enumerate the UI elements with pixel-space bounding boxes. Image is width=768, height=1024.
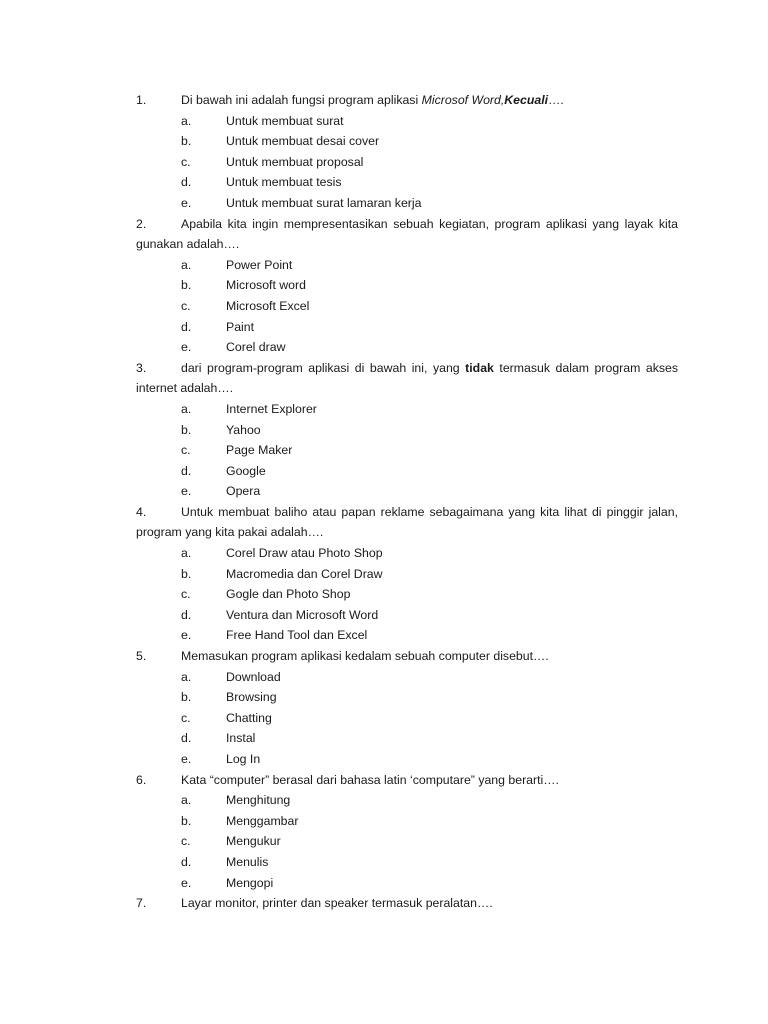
question-text-part: Untuk membuat baliho atau papan reklame sebagaimana yang kita lihat di pinggir jalan, program yang kita pakai adalah…. — [136, 504, 678, 540]
question-7 — [136, 893, 678, 914]
question-text — [181, 773, 559, 787]
option-letter: b. — [181, 278, 192, 293]
option-letter: d. — [181, 175, 192, 190]
quiz-document — [136, 90, 678, 914]
question-text-part: Layar monitor, printer dan speaker termasuk peralatan…. — [181, 896, 493, 911]
option-letter: b. — [181, 134, 192, 149]
option-text: Power Point — [226, 257, 293, 272]
answer-options — [136, 111, 678, 214]
answer-options — [136, 667, 678, 770]
question-2 — [136, 214, 678, 358]
question-text — [136, 217, 678, 252]
answer-option — [136, 193, 678, 214]
option-text: Corel draw — [226, 340, 286, 355]
option-text: Paint — [226, 319, 255, 334]
question-text-line — [136, 90, 678, 111]
option-text: Free Hand Tool dan Excel — [226, 628, 368, 643]
option-text: Menulis — [226, 854, 269, 869]
answer-option — [136, 605, 678, 626]
option-text: Mengukur — [226, 834, 281, 849]
answer-options — [136, 790, 678, 893]
option-text: Chatting — [226, 710, 272, 725]
option-text: Log In — [226, 752, 261, 766]
question-text — [136, 361, 678, 396]
option-letter: c. — [181, 298, 191, 313]
option-letter: c. — [181, 587, 191, 602]
option-text: Microsoft word — [226, 278, 306, 293]
option-letter: e. — [181, 628, 192, 643]
option-letter: b. — [181, 422, 192, 437]
question-number: 3. — [136, 360, 147, 375]
option-letter: a. — [181, 401, 192, 416]
question-number: 5. — [136, 649, 147, 664]
option-letter: e. — [181, 340, 192, 355]
question-number: 2. — [136, 216, 147, 231]
option-letter: e. — [181, 484, 192, 499]
option-letter: c. — [181, 154, 191, 169]
answer-option — [136, 749, 678, 770]
question-text-line — [136, 358, 678, 399]
option-text: Untuk membuat surat lamaran kerja — [226, 195, 422, 210]
question-text-line — [136, 893, 678, 914]
option-letter: d. — [181, 854, 192, 869]
option-text: Untuk membuat surat — [226, 113, 344, 128]
question-text-part: Kata “computer” berasal dari bahasa latin ‘computare” yang berarti…. — [181, 772, 559, 787]
option-text: Opera — [226, 484, 261, 499]
option-text: Menghitung — [226, 793, 291, 808]
answer-options — [136, 255, 678, 358]
answer-option — [136, 399, 678, 420]
answer-option — [136, 852, 678, 873]
question-text — [136, 505, 678, 540]
answer-option — [136, 440, 678, 461]
option-letter: e. — [181, 195, 192, 210]
question-text — [181, 93, 564, 107]
option-text: Macromedia dan Corel Draw — [226, 566, 383, 581]
answer-option — [136, 317, 678, 338]
option-text: Ventura dan Microsoft Word — [226, 607, 379, 622]
option-letter: d. — [181, 463, 192, 478]
option-text: Yahoo — [226, 422, 261, 437]
question-text-line — [136, 770, 678, 791]
answer-option — [136, 831, 678, 852]
answer-option — [136, 564, 678, 585]
option-letter: b. — [181, 690, 192, 705]
option-text: Download — [226, 669, 281, 684]
question-text-part: dari program-program aplikasi di bawah ini, yang — [181, 360, 466, 375]
question-text-part: Apabila kita ingin mempresentasikan sebuah kegiatan, program aplikasi yang layak kita gunakan adalah…. — [136, 216, 678, 252]
option-text: Corel Draw atau Photo Shop — [226, 546, 383, 561]
question-text-part: Kecuali — [504, 93, 549, 107]
option-text: Browsing — [226, 690, 277, 705]
question-number: 6. — [136, 772, 147, 787]
answer-option — [136, 687, 678, 708]
question-text-part: Microsof Word, — [421, 93, 505, 107]
option-letter: d. — [181, 319, 192, 334]
option-letter: c. — [181, 834, 191, 849]
option-letter: e. — [181, 752, 192, 766]
question-text-part: tidak — [465, 360, 494, 375]
answer-option — [136, 131, 678, 152]
option-letter: e. — [181, 875, 192, 890]
option-letter: a. — [181, 546, 192, 561]
option-text: Internet Explorer — [226, 401, 317, 416]
answer-options — [136, 399, 678, 502]
answer-option — [136, 584, 678, 605]
answer-option — [136, 337, 678, 358]
question-text-part: Di bawah ini adalah fungsi program aplikasi — [181, 93, 422, 107]
answer-option — [136, 667, 678, 688]
answer-option — [136, 481, 678, 502]
option-text: Untuk membuat proposal — [226, 154, 364, 169]
answer-option — [136, 420, 678, 441]
question-text-line — [136, 646, 678, 667]
option-text: Menggambar — [226, 813, 299, 828]
answer-option — [136, 708, 678, 729]
answer-option — [136, 811, 678, 832]
option-letter: a. — [181, 113, 192, 128]
question-text-line — [136, 214, 678, 255]
option-letter: c. — [181, 443, 191, 458]
option-letter: c. — [181, 710, 191, 725]
question-number: 7. — [136, 896, 147, 911]
option-letter: b. — [181, 813, 192, 828]
question-number: 4. — [136, 504, 147, 519]
answer-option — [136, 461, 678, 482]
answer-option — [136, 790, 678, 811]
option-text: Google — [226, 463, 266, 478]
answer-option — [136, 625, 678, 646]
question-text-line — [136, 502, 678, 543]
answer-option — [136, 728, 678, 749]
answer-option — [136, 275, 678, 296]
question-text — [181, 896, 493, 910]
answer-option — [136, 873, 678, 894]
question-5 — [136, 646, 678, 770]
option-letter: d. — [181, 731, 192, 746]
option-letter: a. — [181, 793, 192, 808]
option-letter: a. — [181, 669, 192, 684]
option-text: Untuk membuat desai cover — [226, 134, 380, 149]
question-text-part: termasuk dalam program akses internet adalah…. — [136, 360, 679, 396]
answer-option — [136, 543, 678, 564]
option-letter: d. — [181, 607, 192, 622]
option-letter: b. — [181, 566, 192, 581]
question-1 — [136, 90, 678, 214]
answer-options — [136, 543, 678, 646]
answer-option — [136, 152, 678, 173]
question-4 — [136, 502, 678, 646]
answer-option — [136, 296, 678, 317]
answer-option — [136, 172, 678, 193]
option-text: Instal — [226, 731, 256, 746]
question-text-part: Memasukan program aplikasi kedalam sebuah computer disebut…. — [181, 649, 549, 664]
option-text: Gogle dan Photo Shop — [226, 587, 351, 602]
question-text — [181, 649, 549, 663]
question-3 — [136, 358, 678, 502]
option-text: Page Maker — [226, 443, 293, 458]
question-number: 1. — [136, 93, 147, 107]
answer-option — [136, 255, 678, 276]
question-6 — [136, 770, 678, 894]
answer-option — [136, 111, 678, 132]
option-letter: a. — [181, 257, 192, 272]
option-text: Mengopi — [226, 875, 274, 890]
option-text: Microsoft Excel — [226, 298, 310, 313]
option-text: Untuk membuat tesis — [226, 175, 342, 190]
question-text-part: …. — [548, 93, 564, 107]
